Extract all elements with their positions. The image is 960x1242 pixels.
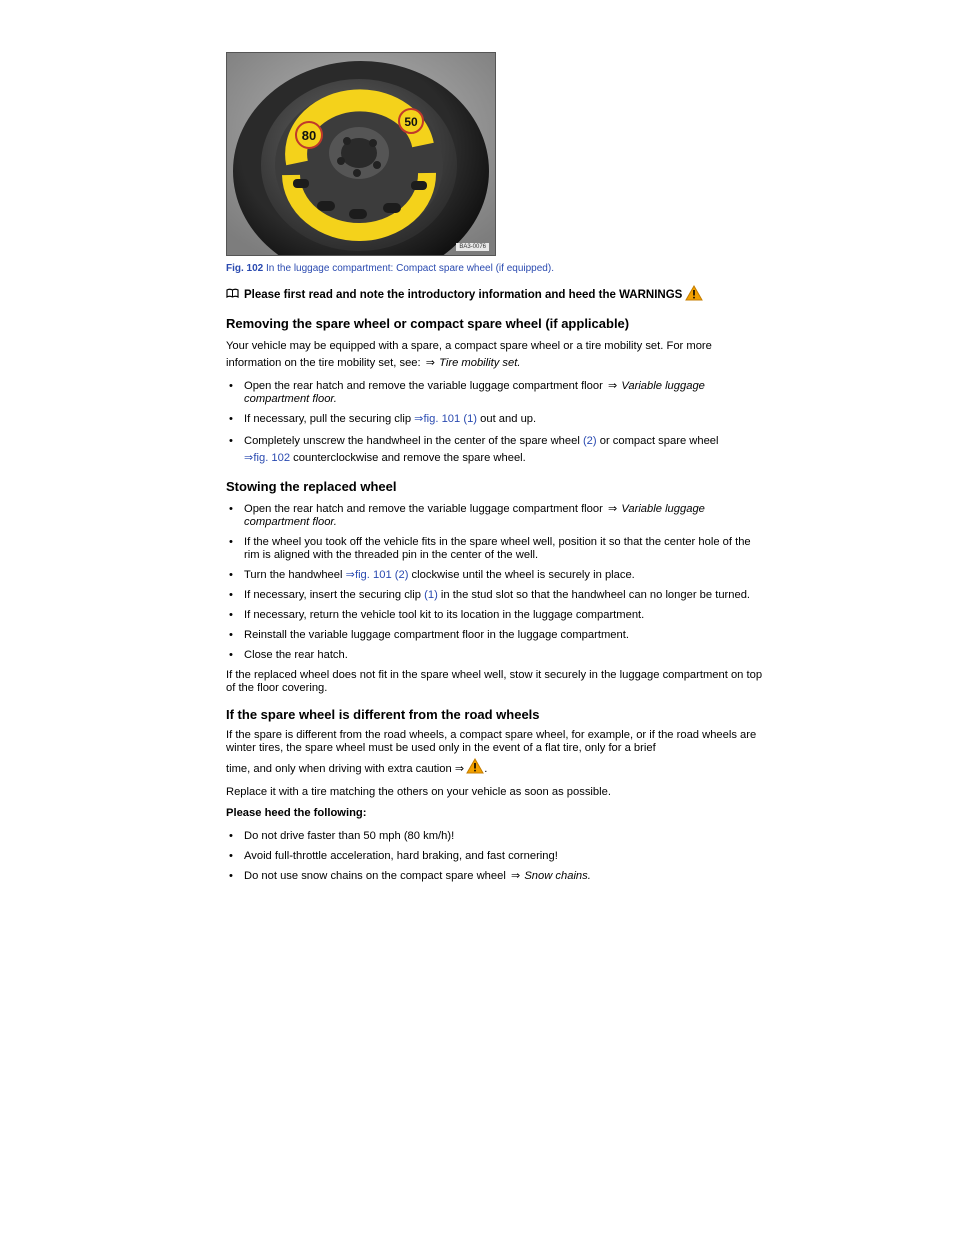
spare-wheel-figure [226,52,496,256]
removing-steps [226,380,766,467]
list-item [226,380,766,406]
different-p1b [226,758,766,780]
figure-caption-text: In the luggage compartment: Compact spare wheel (if equipped). [263,263,554,274]
list-item [226,609,766,622]
fig101-1-link[interactable]: ⇒fig. 101 (1) [414,413,478,425]
warning-icon[interactable] [466,758,484,780]
list-item [226,536,766,562]
fig102-link[interactable]: ⇒fig. 102 [244,452,291,464]
book-icon [226,288,239,301]
arrow-icon: ⇒ [510,870,521,882]
step-text: Open the rear hatch and remove the variable luggage compartment floor [244,380,606,392]
step-text: Reinstall the variable luggage compartment floor in the luggage compartment. [244,629,629,641]
list-item [226,569,766,582]
list-item [226,589,766,602]
list-item [226,830,766,843]
step-text-mid: or compact spare wheel [596,435,719,447]
section-title-different: If the spare wheel is different from the road wheels [226,707,540,722]
heed-heading: Please heed the following: [226,807,367,819]
step-text: Completely unscrew the handwheel in the center of the spare wheel [244,435,583,447]
intro-note [226,285,766,304]
tire-mobility-set-link[interactable]: Tire mobility set. [439,357,521,369]
stowing-steps [226,503,766,662]
removing-intro-line1: Your vehicle may be equipped with a spare, a compact spare wheel or a tire mobility set. For more [226,340,712,352]
step-text: Turn the handwheel [244,569,346,581]
variable-floor-link[interactable]: Variable luggage compartment floor. [244,503,705,528]
step-text-tail: out and up. [477,413,537,425]
arrow-icon: ⇒ [607,380,618,392]
step-text-tail: in the stud slot so that the handwheel can no longer be turned. [437,589,751,601]
list-item [226,433,766,467]
ref-1-link[interactable]: (1) [424,589,438,601]
step-text: If necessary, return the vehicle tool kit to its location in the luggage compartment. [244,609,645,621]
tire-speed-left-label: 80 [301,128,317,143]
different-p1b-end: . [484,762,488,775]
step-text: Close the rear hatch. [244,649,348,661]
different-p1b-text: time, and only when driving with extra caution ⇒ [226,762,465,775]
snow-chains-link[interactable]: Snow chains. [524,870,591,882]
step-text: If necessary, pull the securing clip [244,413,415,425]
list-item [226,629,766,642]
list-item [226,870,766,883]
tire-speed-right-label: 50 [404,115,418,129]
heed-list [226,830,766,883]
figure-caption [226,263,766,274]
different-p2: Replace it with a tire matching the others on your vehicle as soon as possible. [226,786,611,798]
heed-text: Do not drive faster than 50 mph (80 km/h)! [244,830,455,842]
step-text-tail: clockwise until the wheel is securely in place. [408,569,635,581]
different-p1: If the spare is different from the road wheels, a compact spare wheel, for example, or if the road wheels are winter tires, the spare wheel must be used only in the event of a flat tire, only for a brief [226,729,757,754]
arrow-icon: ⇒ [425,357,436,369]
removing-intro [226,338,766,372]
ref-2-link[interactable]: (2) [582,435,597,447]
step-text-tail: counterclockwise and remove the spare wheel. [290,452,526,464]
spare-wheel-illustration [227,53,495,255]
list-item [226,850,766,863]
figure-code: BA3-0076 [456,243,489,251]
variable-floor-link[interactable]: Variable luggage compartment floor. [244,380,705,405]
manual-page [226,52,766,890]
figure-caption-number: Fig. 102 [226,263,264,274]
step-text: If the wheel you took off the vehicle fits in the spare wheel well, position it so that the center hole of the rim is aligned with the threaded pin in the center of the well. [244,536,751,561]
arrow-icon: ⇒ [607,503,618,515]
section-title-stowing: Stowing the replaced wheel [226,479,397,494]
list-item [226,649,766,662]
list-item [226,503,766,529]
removing-intro-line2: information on the tire mobility set, see: [226,357,424,369]
step-text: If necessary, insert the securing clip [244,589,425,601]
fig101-2-link[interactable]: ⇒fig. 101 (2) [345,569,409,581]
section-title-removing: Removing the spare wheel or compact spare wheel (if applicable) [226,316,630,331]
stowing-closing: If the replaced wheel does not fit in the spare wheel well, stow it securely in the luggage compartment on top of the floor covering. [226,669,763,694]
list-item [226,413,766,426]
warning-icon[interactable] [685,285,703,304]
heed-text: Avoid full-throttle acceleration, hard braking, and fast cornering! [244,850,558,862]
step-text: Open the rear hatch and remove the variable luggage compartment floor [244,503,606,515]
heed-text: Do not use snow chains on the compact spare wheel [244,870,509,882]
intro-note-text: Please first read and note the introductory information and heed the WARNINGS [244,288,683,301]
